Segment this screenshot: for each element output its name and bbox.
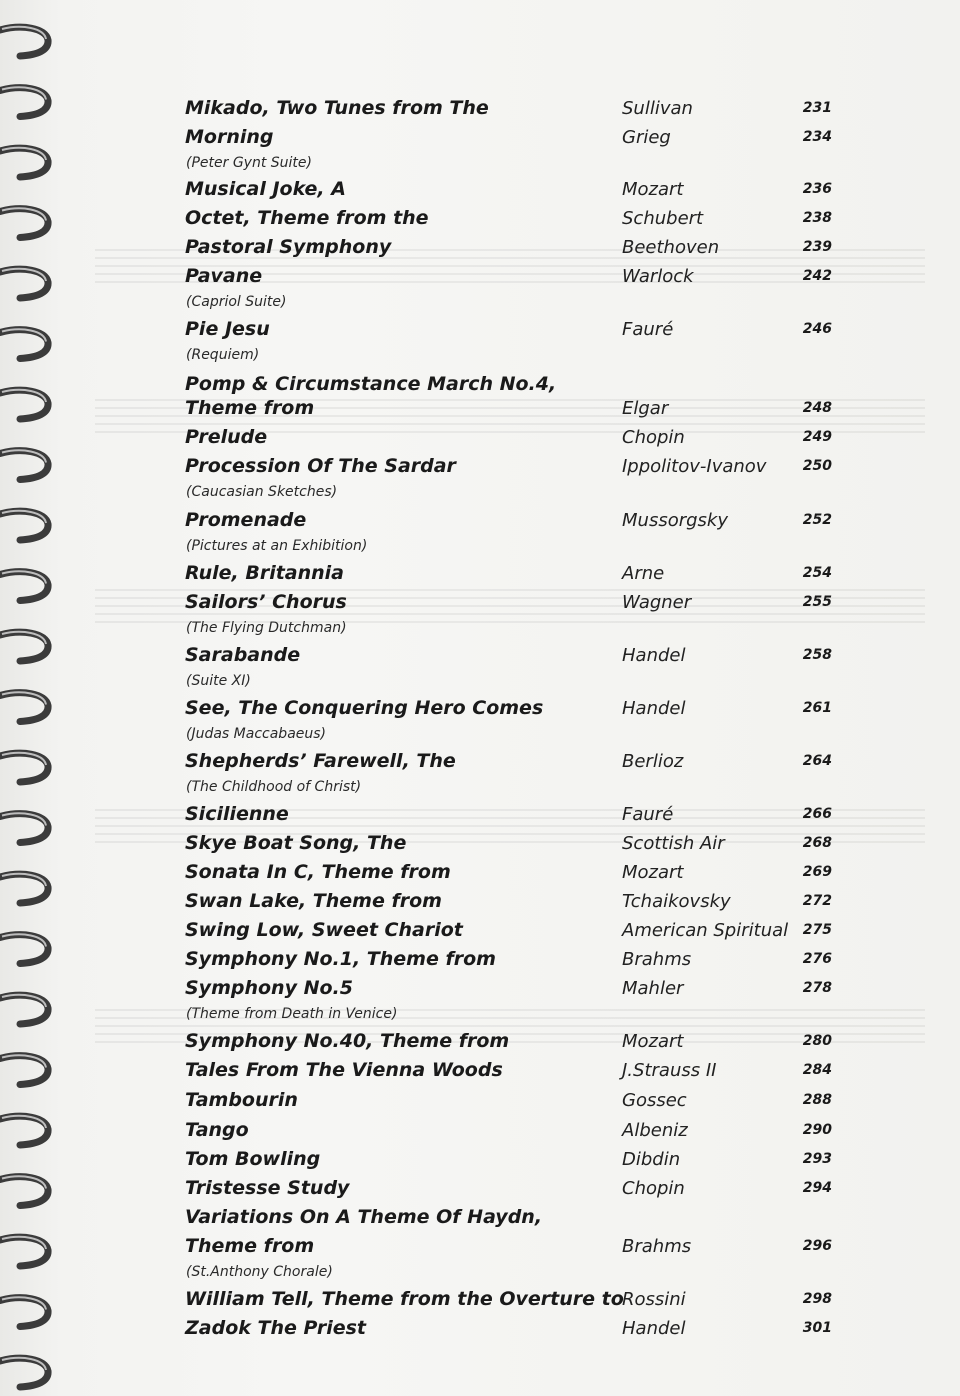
page-number: 246: [802, 321, 832, 337]
contents-entry: [0, 1232, 960, 1261]
composer-name: Albeniz: [622, 1120, 688, 1141]
piece-title: Tales From The Vienna Woods: [185, 1059, 503, 1081]
composer-name: Schubert: [622, 208, 704, 229]
page-number: 239: [802, 239, 832, 255]
piece-title: Tristesse Study: [185, 1177, 350, 1199]
contents-entry: [0, 588, 960, 617]
piece-title: Pastoral Symphony: [185, 236, 392, 258]
contents-entry: [0, 1056, 960, 1085]
page-number: 298: [802, 1291, 832, 1307]
piece-title: Sicilienne: [185, 803, 289, 825]
piece-title: Swing Low, Sweet Chariot: [185, 919, 463, 941]
contents-entry: [0, 1314, 960, 1343]
contents-entry: [0, 233, 960, 262]
page-number: 252: [802, 512, 832, 528]
piece-title: Symphony No.5: [185, 977, 353, 999]
piece-title: Zadok The Priest: [185, 1317, 366, 1339]
page-number: 280: [802, 1033, 832, 1049]
piece-subtitle: (St.Anthony Chorale): [186, 1264, 333, 1280]
composer-name: Chopin: [622, 427, 685, 448]
contents-entry: [0, 974, 960, 1003]
piece-title: William Tell, Theme from the Overture to: [185, 1288, 624, 1310]
piece-title: Symphony No.40, Theme from: [185, 1030, 510, 1052]
piece-subtitle: (Capriol Suite): [186, 294, 287, 310]
composer-name: Mussorgsky: [622, 510, 728, 531]
contents-entry: [0, 858, 960, 887]
contents-entry: [0, 506, 960, 535]
piece-title: Promenade: [185, 509, 307, 531]
composer-name: Elgar: [622, 398, 669, 419]
page-number: 294: [802, 1180, 832, 1196]
contents-entry: [0, 916, 960, 945]
piece-subtitle: (Pictures at an Exhibition): [186, 538, 368, 554]
piece-title: Sailors’ Chorus: [185, 591, 347, 613]
page-number: 250: [802, 458, 832, 474]
composer-name: Ippolitov-Ivanov: [622, 456, 767, 477]
piece-title: Theme from: [185, 1235, 315, 1257]
composer-name: Grieg: [622, 127, 671, 148]
piece-title: Sonata In C, Theme from: [185, 861, 451, 883]
composer-name: Brahms: [622, 1236, 692, 1257]
contents-entry: [0, 747, 960, 776]
contents-entry: [0, 1086, 960, 1115]
page-number: 288: [802, 1092, 832, 1108]
piece-title: Procession Of The Sardar: [185, 455, 456, 477]
piece-title: Skye Boat Song, The: [185, 832, 407, 854]
contents-entry: [0, 262, 960, 291]
page-number: 238: [802, 210, 832, 226]
contents-entry: [0, 1174, 960, 1203]
piece-subtitle: (Caucasian Sketches): [186, 484, 338, 500]
piece-subtitle: (Judas Maccabaeus): [186, 726, 327, 742]
piece-title: Variations On A Theme Of Haydn,: [185, 1206, 543, 1228]
composer-name: Fauré: [622, 804, 674, 825]
piece-title: Pie Jesu: [185, 318, 270, 340]
page-number: 293: [802, 1151, 832, 1167]
page-number: 266: [802, 806, 832, 822]
page-number: 268: [802, 835, 832, 851]
piece-title: Octet, Theme from the: [185, 207, 429, 229]
contents-entry: [0, 175, 960, 204]
piece-title: Rule, Britannia: [185, 562, 345, 584]
piece-subtitle: (Theme from Death in Venice): [186, 1006, 398, 1022]
page-number: 290: [802, 1122, 832, 1138]
composer-name: Wagner: [622, 592, 692, 613]
piece-title: Theme from: [185, 397, 315, 419]
page-number: 248: [802, 400, 832, 416]
piece-title: Sarabande: [185, 644, 301, 666]
piece-title: See, The Conquering Hero Comes: [185, 697, 544, 719]
composer-name: Rossini: [622, 1289, 686, 1310]
composer-name: Warlock: [622, 266, 694, 287]
composer-name: Handel: [622, 698, 686, 719]
piece-title: Mikado, Two Tunes from The: [185, 97, 489, 119]
contents-entry: [0, 1285, 960, 1314]
composer-name: Fauré: [622, 319, 674, 340]
piece-title: Musical Joke, A: [185, 178, 346, 200]
piece-title: Shepherds’ Farewell, The: [185, 750, 456, 772]
contents-entry: [0, 1145, 960, 1174]
composer-name: Scottish Air: [622, 833, 725, 854]
contents-entry: [0, 694, 960, 723]
composer-name: American Spiritual: [622, 920, 789, 941]
composer-name: Mozart: [622, 1031, 684, 1052]
page-number: 249: [802, 429, 832, 445]
composer-name: Chopin: [622, 1178, 685, 1199]
contents-entry: [0, 945, 960, 974]
contents-entry: [0, 1027, 960, 1056]
composer-name: Berlioz: [622, 751, 684, 772]
composer-name: Mozart: [622, 862, 684, 883]
page-number: 255: [802, 594, 832, 610]
piece-title: Tango: [185, 1119, 249, 1141]
piece-title: Tom Bowling: [185, 1148, 321, 1170]
piece-title: Tambourin: [185, 1089, 298, 1111]
page-number: 278: [802, 980, 832, 996]
page-number: 264: [802, 753, 832, 769]
piece-title: Symphony No.1, Theme from: [185, 948, 496, 970]
page-number: 284: [802, 1062, 832, 1078]
piece-title: Morning: [185, 126, 274, 148]
composer-name: Arne: [622, 563, 665, 584]
page-number: 254: [802, 565, 832, 581]
piece-title: Pomp & Circumstance March No.4,: [185, 373, 557, 395]
contents-entry: [0, 559, 960, 588]
contents-entry: [0, 94, 960, 123]
contents-entry: [0, 452, 960, 481]
composer-name: Dibdin: [622, 1149, 681, 1170]
piece-title: Prelude: [185, 426, 268, 448]
page-number: 276: [802, 951, 832, 967]
composer-name: Beethoven: [622, 237, 720, 258]
composer-name: Gossec: [622, 1090, 687, 1111]
page-number: 275: [802, 922, 832, 938]
page-number: 231: [802, 100, 832, 116]
page-number: 234: [802, 129, 832, 145]
page-number: 236: [802, 181, 832, 197]
contents-entry: [0, 423, 960, 452]
page-number: 258: [802, 647, 832, 663]
contents-entry: [0, 800, 960, 829]
contents-entry: [0, 315, 960, 344]
composer-name: Mozart: [622, 179, 684, 200]
composer-name: Tchaikovsky: [622, 891, 731, 912]
contents-entry: [0, 1203, 960, 1232]
contents-entry: [0, 829, 960, 858]
piece-title: Swan Lake, Theme from: [185, 890, 442, 912]
composer-name: Brahms: [622, 949, 692, 970]
page-number: 242: [802, 268, 832, 284]
composer-name: J.Strauss II: [622, 1060, 717, 1081]
page-number: 296: [802, 1238, 832, 1254]
composer-name: Sullivan: [622, 98, 693, 119]
composer-name: Mahler: [622, 978, 684, 999]
piece-title: Pavane: [185, 265, 263, 287]
contents-entry: [0, 394, 960, 423]
piece-subtitle: (The Childhood of Christ): [186, 779, 362, 795]
contents-entry: [0, 1116, 960, 1145]
contents-entry: [0, 123, 960, 152]
composer-name: Handel: [622, 1318, 686, 1339]
piece-subtitle: (The Flying Dutchman): [186, 620, 347, 636]
piece-subtitle: (Suite XI): [186, 673, 251, 689]
piece-subtitle: (Peter Gynt Suite): [186, 155, 312, 171]
contents-entry: [0, 641, 960, 670]
composer-name: Handel: [622, 645, 686, 666]
page-number: 301: [802, 1320, 832, 1336]
contents-entry: [0, 204, 960, 233]
page-number: 272: [802, 893, 832, 909]
page-number: 269: [802, 864, 832, 880]
contents-entry: [0, 887, 960, 916]
page-number: 261: [802, 700, 832, 716]
piece-subtitle: (Requiem): [186, 347, 260, 363]
